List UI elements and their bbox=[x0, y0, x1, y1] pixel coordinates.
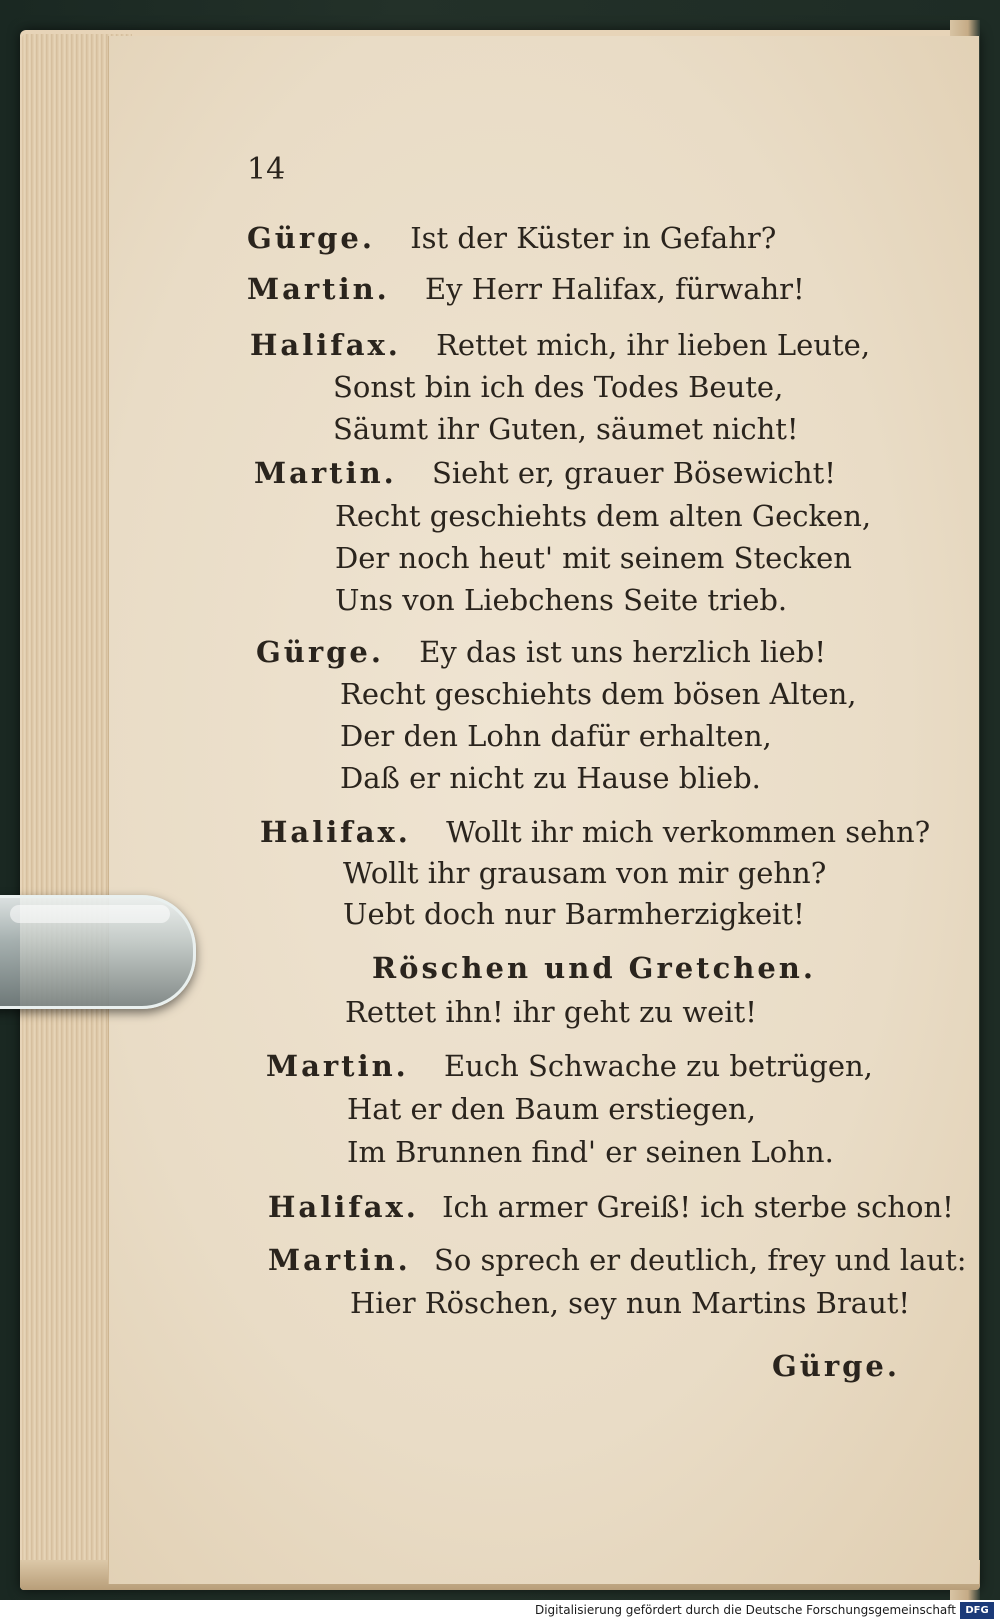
verse-line bbox=[350, 1283, 910, 1323]
verse-text: Sieht er, grauer Bösewicht! bbox=[431, 456, 836, 490]
verse-text: Ey das ist uns herzlich lieb! bbox=[419, 635, 826, 669]
verse-line bbox=[250, 325, 870, 365]
verse-line bbox=[254, 453, 836, 493]
verse-text: Ey Herr Halifax, fürwahr! bbox=[424, 272, 805, 306]
verse-text: Säumt ihr Guten, säumet nicht! bbox=[333, 412, 799, 446]
verse-text: Hat er den Baum erstiegen, bbox=[347, 1092, 756, 1126]
verse-text: Wollt ihr mich verkommen sehn? bbox=[446, 815, 931, 849]
verse-line bbox=[260, 812, 930, 852]
verse-text: Ich armer Greiß! ich sterbe schon! bbox=[442, 1190, 954, 1224]
footer-credit: Digitalisierung gefördert durch die Deutsche Forschungsgemeinschaft bbox=[534, 1603, 956, 1617]
verse-line bbox=[340, 716, 772, 756]
clamp-highlight bbox=[10, 905, 170, 923]
verse-line bbox=[340, 758, 761, 798]
verse-line bbox=[266, 1046, 873, 1086]
verse-text: Euch Schwache zu betrügen, bbox=[443, 1049, 873, 1083]
verse-text: Der den Lohn dafür erhalten, bbox=[340, 719, 772, 753]
verse-text: Uns von Liebchens Seite trieb. bbox=[335, 583, 788, 617]
verse-line bbox=[247, 218, 776, 258]
verse-line bbox=[372, 948, 816, 988]
speaker-label: Gürge. bbox=[256, 635, 384, 669]
verse-text: Rettet ihn! ihr geht zu weit! bbox=[345, 995, 757, 1029]
speaker-label: Martin. bbox=[247, 272, 390, 306]
speaker-label: Halifax. bbox=[260, 815, 411, 849]
verse-line bbox=[343, 894, 805, 934]
verse-line bbox=[343, 853, 826, 893]
verse-line bbox=[335, 538, 852, 578]
verse-line bbox=[345, 992, 757, 1032]
verse-text: Hier Röschen, sey nun Martins Braut! bbox=[350, 1286, 911, 1320]
verse-line bbox=[335, 580, 787, 620]
speaker-label: Gürge. bbox=[247, 221, 375, 255]
verse-text: Im Brunnen find' er seinen Lohn. bbox=[347, 1135, 834, 1169]
verse-text: Uebt doch nur Barmherzigkeit! bbox=[343, 897, 805, 931]
verse-line bbox=[247, 269, 805, 309]
speaker-label: Martin. bbox=[254, 456, 397, 490]
verse-text: Recht geschiehts dem alten Gecken, bbox=[335, 499, 872, 533]
verse-text: Ist der Küster in Gefahr? bbox=[410, 221, 777, 255]
verse-line bbox=[256, 632, 826, 672]
verse-text: Wollt ihr grausam von mir gehn? bbox=[343, 856, 827, 890]
verse-text: Rettet mich, ihr lieben Leute, bbox=[436, 328, 871, 362]
page-number: 14 bbox=[247, 152, 286, 187]
verse-line bbox=[333, 367, 783, 407]
verse-line bbox=[347, 1132, 834, 1172]
verse-line bbox=[268, 1240, 967, 1280]
speaker-label: Röschen und Gretchen. bbox=[372, 951, 816, 985]
verse-text: Recht geschiehts dem bösen Alten, bbox=[340, 677, 857, 711]
catchword: Gürge. bbox=[772, 1349, 900, 1383]
speaker-label: Halifax. bbox=[250, 328, 401, 362]
verse-line bbox=[333, 409, 799, 449]
verse-text: Sonst bin ich des Todes Beute, bbox=[333, 370, 784, 404]
verse-text: Der noch heut' mit seinem Stecken bbox=[335, 541, 852, 575]
verse-line bbox=[340, 674, 857, 714]
speaker-label: Martin. bbox=[268, 1243, 411, 1277]
verse-text: So sprech er deutlich, frey und laut: bbox=[433, 1243, 967, 1277]
verse-line bbox=[347, 1089, 756, 1129]
verse-line bbox=[268, 1187, 954, 1227]
speaker-label: Martin. bbox=[266, 1049, 409, 1083]
verse-text: Daß er nicht zu Hause blieb. bbox=[340, 761, 761, 795]
verse-line bbox=[335, 496, 871, 536]
speaker-label: Halifax. bbox=[268, 1190, 419, 1224]
dfg-logo: DFG bbox=[960, 1602, 994, 1619]
